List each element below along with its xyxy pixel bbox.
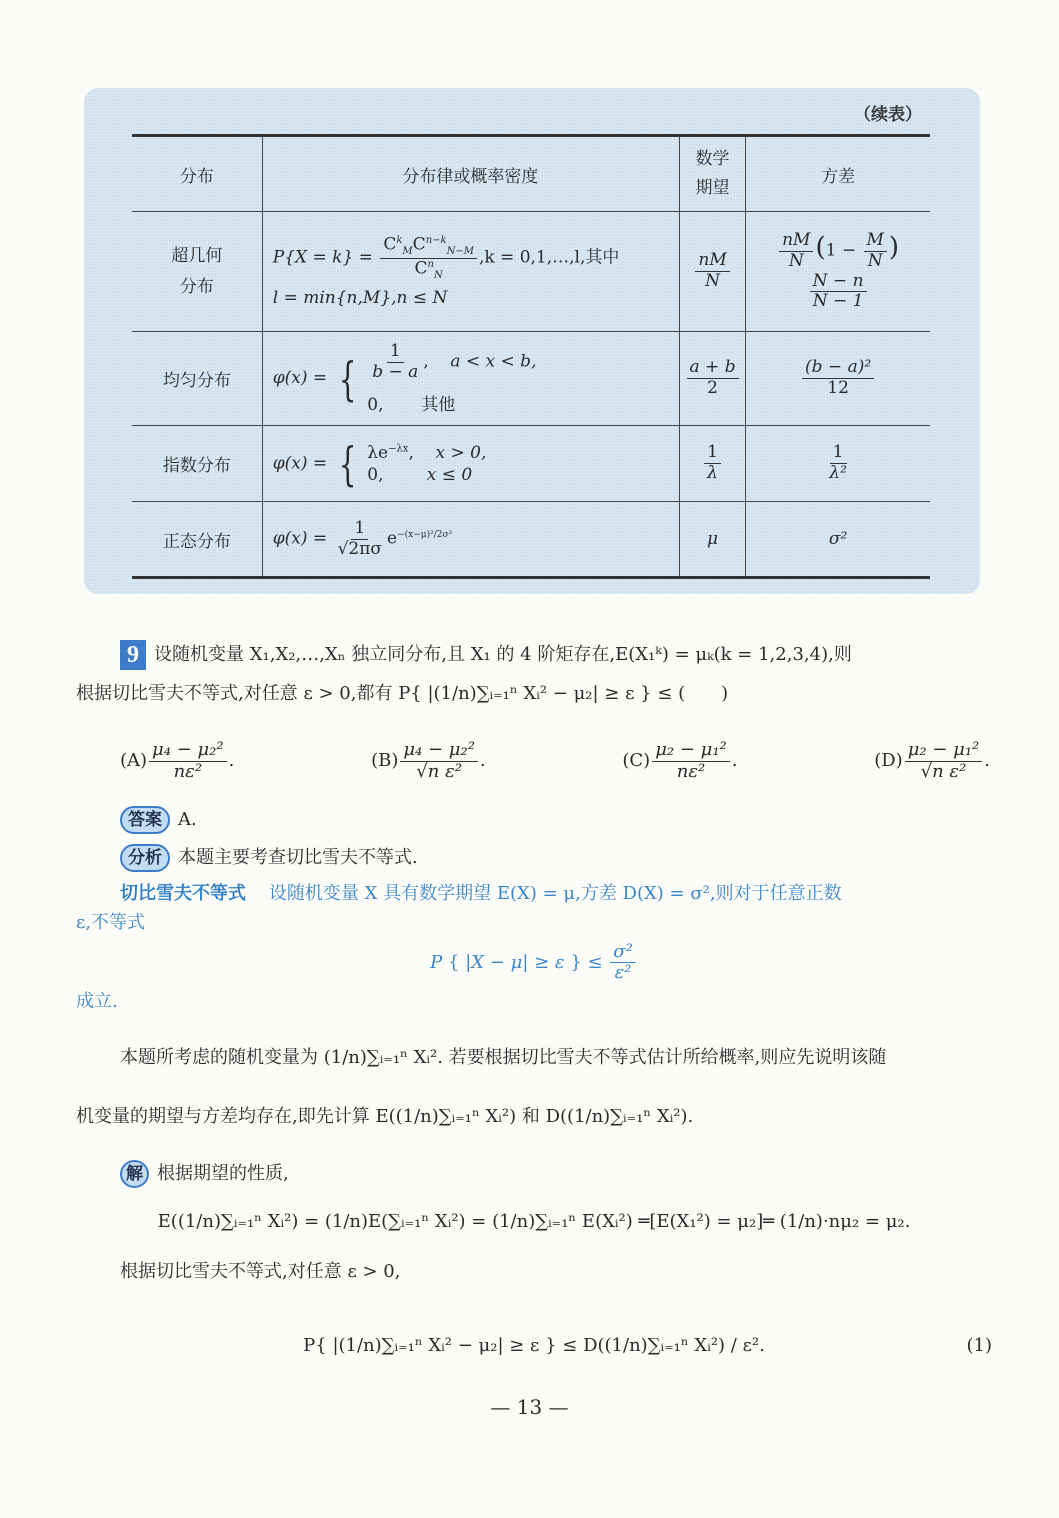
dist-density: φ(x) = { $\lambda e^{-\lambda x}$, x > 0, 0, x ≤ 0 bbox=[262, 426, 679, 502]
header-density: 分布律或概率密度 bbox=[262, 136, 679, 212]
header-mean: 数学期望 bbox=[679, 136, 745, 212]
solution-intro: 解 根据期望的性质, bbox=[76, 1160, 1036, 1189]
dist-mean: $\frac{a + b}{2}$ bbox=[679, 332, 745, 426]
table-row bbox=[132, 502, 930, 578]
question-options bbox=[76, 740, 990, 782]
table-row bbox=[132, 426, 930, 502]
header-distribution: 分布 bbox=[132, 136, 262, 212]
option-d: (D) $\frac{\text{μ₂ − μ₁²}}{\text{√n ε²}}$ . bbox=[874, 739, 990, 782]
distribution-table-panel bbox=[84, 88, 980, 594]
option-a: (A) $\frac{\text{μ₄ − μ₂²}}{\text{nε²}}$ . bbox=[120, 739, 235, 782]
answer-badge: 答案 bbox=[120, 806, 170, 834]
analysis-line: 分析 本题主要考查切比雪夫不等式. bbox=[76, 844, 1036, 873]
question-stem: 9 设随机变量 X₁,X₂,…,Xₙ 独立同分布,且 X₁ 的 4 阶矩存在,E(X₁ᵏ) = μₖ(k = 1,2,3,4),则 根据切比雪夫不等式,对任意 ε > 0,都有 P{ |(1/n)∑ᵢ₌₁ⁿ Xᵢ² − μ₂| ≥ ε } ≤ ( ) bbox=[76, 642, 852, 704]
solution-line-2: 根据切比雪夫不等式,对任意 ε > 0, bbox=[120, 1261, 401, 1282]
dist-variance: $\frac{1}{\text{λ²}}$ bbox=[746, 426, 930, 502]
dist-name: 正态分布 bbox=[132, 502, 262, 578]
dist-variance: $\frac{\text{(b − a)²}}{12}$ bbox=[746, 332, 930, 426]
distribution-table bbox=[132, 134, 930, 579]
table-header-row bbox=[132, 136, 930, 212]
dist-variance: σ² bbox=[746, 502, 930, 578]
analysis-paragraph: 本题所考虑的随机变量为 (1/n)∑ᵢ₌₁ⁿ Xᵢ². 若要根据切比雪夫不等式估计所给概率,则应先说明该随 机变量的期望与方差均存在,即先计算 E((1/n)∑ᵢ₌₁ⁿ Xᵢ²) 和 D((1/n)∑ᵢ₌₁ⁿ Xᵢ²). bbox=[76, 1047, 887, 1127]
option-b: (B) $\frac{\text{μ₄ − μ₂²}}{\text{√n ε²}}$ . bbox=[371, 739, 486, 782]
question-number-badge: 9 bbox=[120, 640, 146, 670]
option-c: (C) $\frac{\text{μ₂ − μ₁²}}{\text{nε²}}$ . bbox=[622, 739, 738, 782]
continued-label: （续表） bbox=[854, 105, 922, 124]
answer-line: 答案 A. bbox=[76, 806, 1036, 835]
dist-name: 指数分布 bbox=[132, 426, 262, 502]
dist-density: φ(x) = { $\frac{1}{b - a}$ , a < x < b, 0, 其他 bbox=[262, 332, 679, 426]
dist-density: φ(x) = $\frac{1}{√2\pi\sigma}$ $e^{-(x-\mu)^2/2\sigma^2}$ bbox=[262, 502, 679, 578]
chebyshev-theorem: 切比雪夫不等式 设随机变量 X 具有数学期望 E(X) = μ,方差 D(X) = σ²,则对于任意正数 ε,不等式 P { |X − μ| ≥ ε } ≤ $\frac{\text{σ²}}{\text{ε²}}$ 成立. bbox=[76, 883, 842, 1012]
solution-equation-1: E((1/n)∑ᵢ₌₁ⁿ Xᵢ²) = (1/n)E(∑ᵢ₌₁ⁿ Xᵢ²) = (1/n)∑ᵢ₌₁ⁿ E(Xᵢ²) ═[E(X₁²) = μ₂]═ (1/n)·nμ₂ = μ₂. bbox=[157, 1211, 911, 1232]
analysis-badge: 分析 bbox=[120, 844, 170, 872]
header-variance: 方差 bbox=[746, 136, 930, 212]
equation-number: (1) bbox=[966, 1335, 992, 1356]
page-number: — 13 — bbox=[490, 1395, 569, 1419]
dist-mean: $\frac{1}{\lambda}$ bbox=[679, 426, 745, 502]
table-row bbox=[132, 212, 930, 332]
dist-name: 均匀分布 bbox=[132, 332, 262, 426]
dist-mean: μ bbox=[679, 502, 745, 578]
dist-variance: $\frac{nM}{N}$ (1 − $\frac{M}{N}$ ) $\frac{N - n}{N - 1}$ bbox=[746, 212, 930, 332]
dist-mean: $\frac{nM}{N}$ bbox=[679, 212, 745, 332]
dist-name: 超几何分布 bbox=[132, 212, 262, 332]
table-row bbox=[132, 332, 930, 426]
dist-density: P{X = k} = $\frac{C^k_MC^{n-k}_{N-M}}{C^n_N}$ ,k = 0,1,…,l,其中 l = min{n,M},n ≤ N bbox=[262, 212, 679, 332]
solution-badge: 解 bbox=[120, 1160, 149, 1188]
solution-equation-2: P{ |(1/n)∑ᵢ₌₁ⁿ Xᵢ² − μ₂| ≥ ε } ≤ D((1/n)∑ᵢ₌₁ⁿ Xᵢ²) / ε². bbox=[303, 1335, 765, 1356]
theorem-title: 切比雪夫不等式 bbox=[120, 883, 246, 904]
